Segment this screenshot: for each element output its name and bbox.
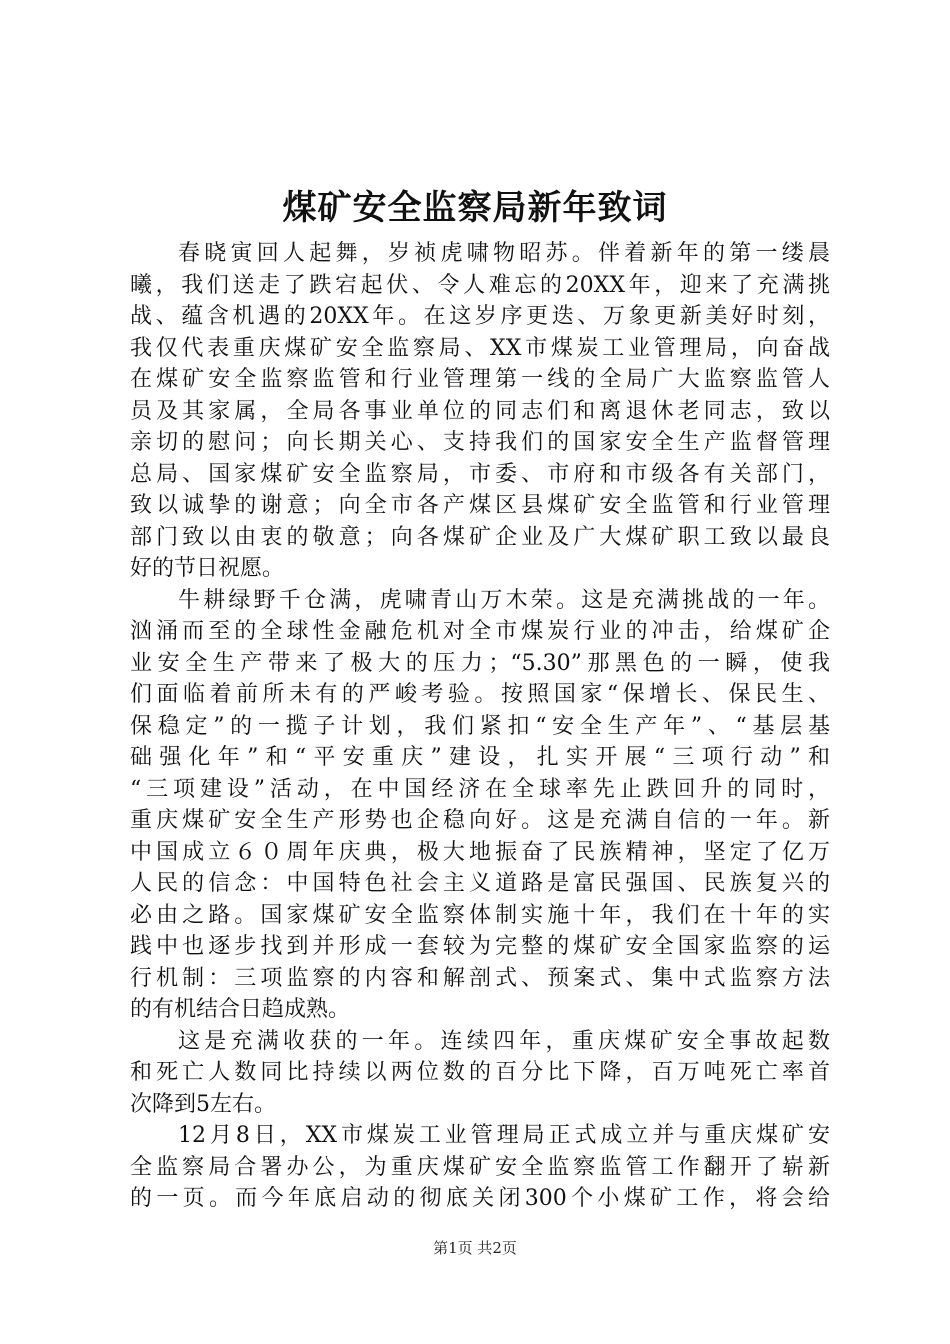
page-number-footer: 第1页 共2页 xyxy=(433,1239,517,1257)
text-line: 中国成立６０周年庆典，极大地振奋了民族精神，坚定了亿万 xyxy=(130,839,830,865)
text-line: 行机制：三项监察的内容和解剖式、预案式、集中式监察方法 xyxy=(130,965,830,991)
text-line: 部门致以由衷的敬意；向各煤矿企业及广大煤矿职工致以最良 xyxy=(130,524,830,550)
text-line: 在煤矿安全监察监管和行业管理第一线的全局广大监察监管人 xyxy=(130,367,830,392)
text-line: 亲切的慰问；向长期关心、支持我们的国家安全生产监督管理 xyxy=(130,430,830,455)
text-line: 们面临着前所未有的严峻考验。按照国家“保增长、保民生、 xyxy=(130,682,830,707)
document-body xyxy=(130,238,830,1215)
text-line: 必由之路。国家煤矿安全监察体制实施十年，我们在十年的实 xyxy=(130,902,830,928)
text-line: 我仅代表重庆煤矿安全监察局、XX市煤炭工业管理局，向奋战 xyxy=(130,335,830,361)
text-line: 曦，我们送走了跌宕起伏、令人难忘的20XX年，迎来了充满挑 xyxy=(130,272,830,298)
paragraph xyxy=(130,238,830,585)
paragraph xyxy=(130,1120,830,1215)
document-title: 煤矿安全监察局新年致词 xyxy=(282,188,668,228)
text-line: 12月8日，XX市煤炭工业管理局正式成立并与重庆煤矿安 xyxy=(178,1123,830,1148)
text-line: 重庆煤矿安全生产形势也企稳向好。这是充满自信的一年。新 xyxy=(130,808,830,833)
text-line: “三项建设”活动，在中国经济在全球率先止跌回升的同时， xyxy=(130,776,830,802)
paragraph xyxy=(130,585,830,1026)
text-line: 致以诚挚的谢意；向全市各产煤区县煤矿安全监管和行业管理 xyxy=(130,493,830,518)
text-line: 践中也逐步找到并形成一套较为完整的煤矿安全国家监察的运 xyxy=(130,934,830,959)
text-line: 战、蕴含机遇的20XX年。在这岁序更迭、万象更新美好时刻， xyxy=(130,304,830,329)
text-line: 业安全生产带来了极大的压力；“5.30”那黑色的一瞬，使我 xyxy=(130,650,830,676)
text-line: 人民的信念：中国特色社会主义道路是富民强国、民族复兴的 xyxy=(130,871,830,896)
text-line: 员及其家属，全局各事业单位的同志们和离退休老同志，致以 xyxy=(130,398,830,424)
text-line: 和死亡人数同比持续以两位数的百分比下降，百万吨死亡率首 xyxy=(130,1060,830,1085)
text-line: 春晓寅回人起舞，岁祯虎啸物昭苏。伴着新年的第一缕晨 xyxy=(178,241,830,266)
text-line: 的一页。而今年底启动的彻底关闭300个小煤矿工作，将会给 xyxy=(130,1186,830,1211)
text-line: 汹涌而至的全球性金融危机对全市煤炭行业的冲击，给煤矿企 xyxy=(130,619,830,644)
text-line: 这是充满收获的一年。连续四年，重庆煤矿安全事故起数 xyxy=(178,1028,830,1054)
text-line: 牛耕绿野千仓满，虎啸青山万木荣。这是充满挑战的一年。 xyxy=(178,587,830,613)
text-line: 保稳定”的一揽子计划，我们紧扣“安全生产年”、“基层基 xyxy=(130,713,830,739)
text-line: 全监察局合署办公，为重庆煤矿安全监察监管工作翻开了崭新 xyxy=(130,1154,830,1180)
text-line: 总局、国家煤矿安全监察局，市委、市府和市级各有关部门， xyxy=(130,461,830,487)
text-line: 好的节日祝愿。 xyxy=(130,556,285,581)
paragraph xyxy=(130,1026,830,1121)
text-line: 次降到5左右。 xyxy=(130,1091,276,1117)
text-line: 的有机结合日趋成熟。 xyxy=(130,997,351,1022)
text-line: 础强化年”和“平安重庆”建设，扎实开展“三项行动”和 xyxy=(130,745,830,770)
